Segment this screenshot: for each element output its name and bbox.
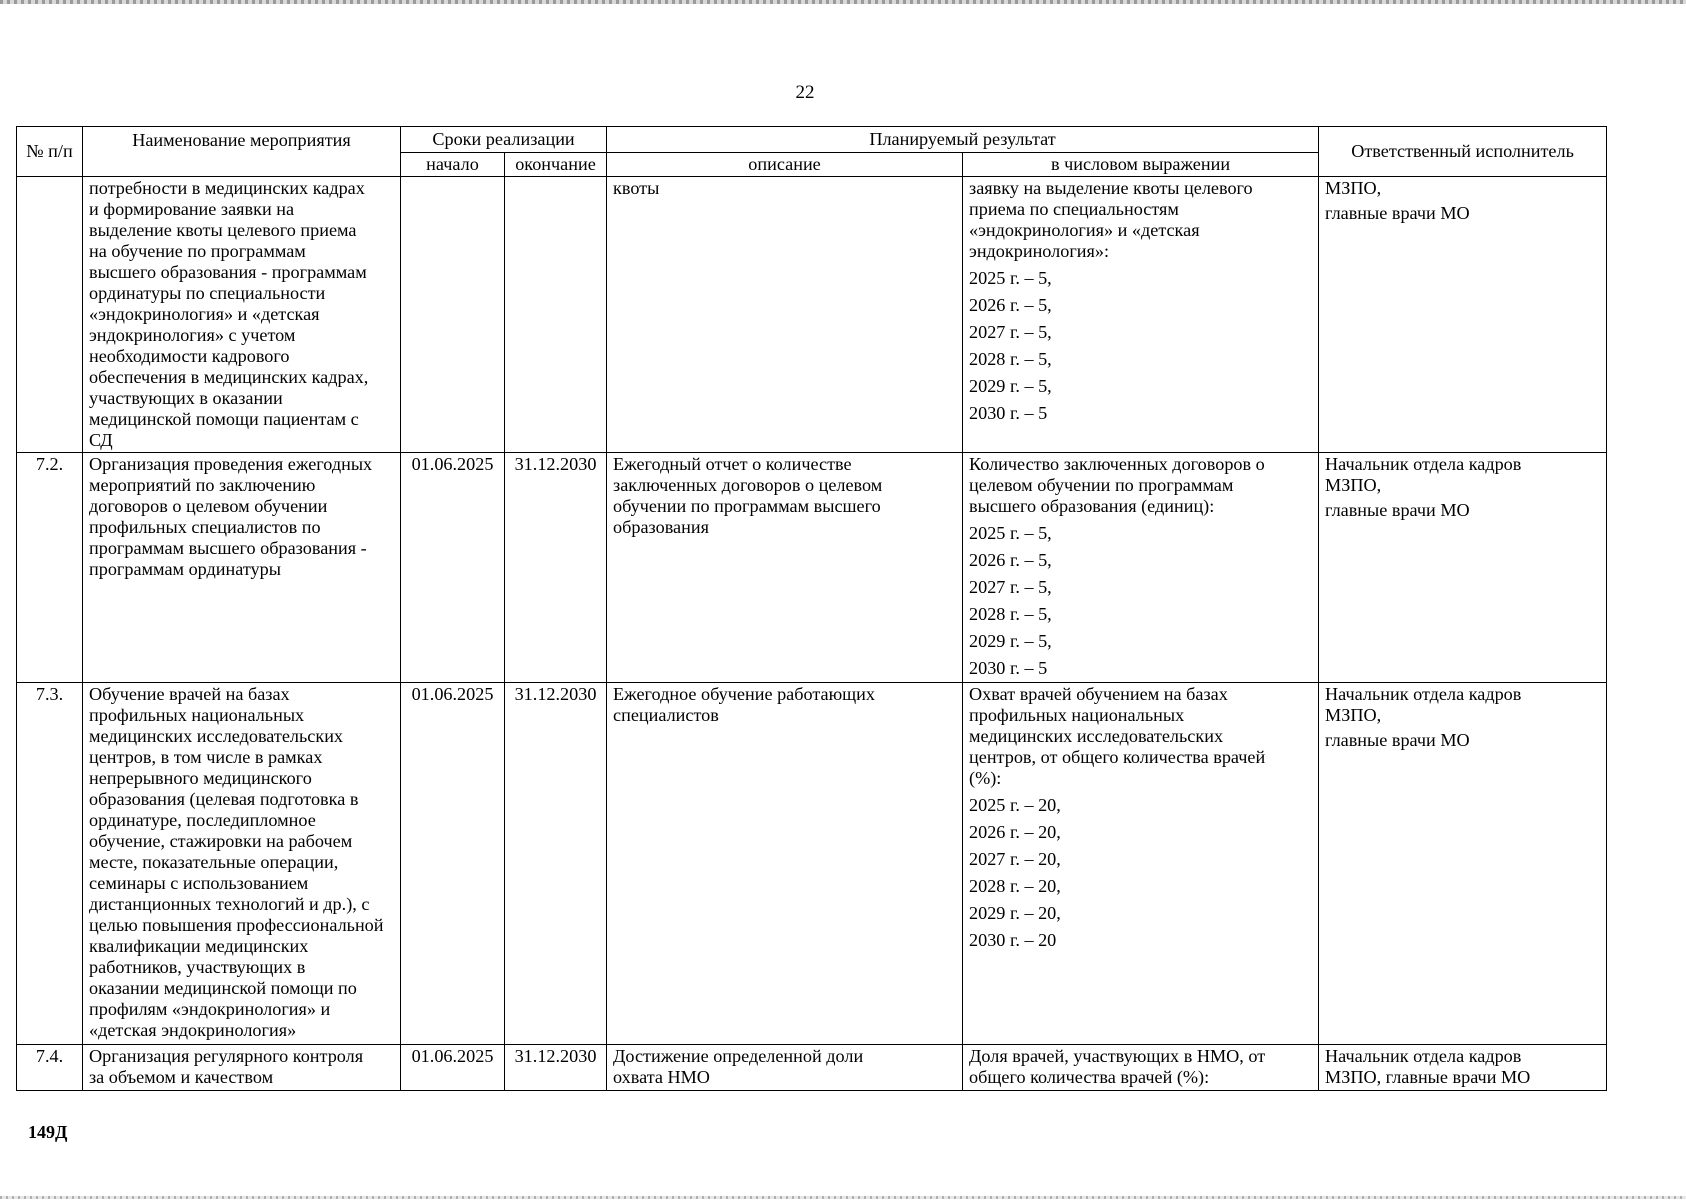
header-executor: Ответственный исполнитель bbox=[1319, 127, 1607, 177]
activity-name-line: ординатуре, последипломное bbox=[89, 810, 316, 830]
result-year-value: 2026 г. – 5, bbox=[969, 295, 1052, 315]
row-number-text: 7.2. bbox=[35, 454, 64, 474]
result-numeric-line: приема по специальностям bbox=[969, 199, 1179, 219]
result-numeric-line: «эндокринология» и «детская bbox=[969, 220, 1200, 240]
result-numeric-line: Количество заключенных договоров о bbox=[969, 454, 1265, 474]
result-description-line: заключенных договоров о целевом bbox=[613, 475, 883, 495]
activity-name-line: необходимости кадрового bbox=[89, 346, 290, 366]
activity-name-line: ординатуры по специальности bbox=[89, 283, 326, 303]
start-date bbox=[401, 177, 505, 453]
result-description-line: специалистов bbox=[613, 705, 719, 725]
result-year-value: 2028 г. – 5, bbox=[969, 604, 1052, 624]
result-year-value: 2027 г. – 20, bbox=[969, 849, 1061, 869]
activity-name-line: эндокринология» с учетом bbox=[89, 325, 296, 345]
result-numeric-line: общего количества врачей (%): bbox=[969, 1067, 1210, 1087]
activity-name-line: обучение, стажировки на рабочем bbox=[89, 831, 353, 851]
start-date bbox=[401, 683, 505, 1045]
result-year-value: 2028 г. – 5, bbox=[969, 349, 1052, 369]
activity-name-line: дистанционных технологий и др.), с bbox=[89, 894, 370, 914]
result-numeric-line: центров, от общего количества врачей bbox=[969, 747, 1266, 767]
start-date bbox=[401, 453, 505, 683]
activity-name-line: Организация проведения ежегодных bbox=[89, 454, 373, 474]
activity-name-line: образования (целевая подготовка в bbox=[89, 789, 359, 809]
activity-name-line: договоров о целевом обучении bbox=[89, 496, 328, 516]
executor-line: МЗПО, bbox=[1325, 475, 1382, 495]
result-numeric-line: эндокринология»: bbox=[969, 241, 1110, 261]
result-numeric-line: заявку на выделение квоты целевого bbox=[969, 178, 1253, 198]
activity-name bbox=[83, 453, 401, 683]
result-numeric-line: медицинских исследовательских bbox=[969, 726, 1224, 746]
end-date bbox=[505, 683, 607, 1045]
result-year-value: 2028 г. – 20, bbox=[969, 876, 1061, 896]
activity-name-line: мероприятий по заключению bbox=[89, 475, 316, 495]
activity-name bbox=[83, 683, 401, 1045]
result-year-value: 2029 г. – 20, bbox=[969, 903, 1061, 923]
result-description-line: квоты bbox=[613, 178, 660, 198]
executor bbox=[1319, 1045, 1607, 1091]
row-number bbox=[17, 453, 83, 683]
result-description bbox=[607, 1045, 963, 1091]
start-date-text: 01.06.2025 bbox=[411, 684, 494, 704]
activity-name-line: программам высшего образования - bbox=[89, 538, 367, 558]
activity-name-line: медицинской помощи пациентам с bbox=[89, 409, 359, 429]
result-year-value: 2030 г. – 5 bbox=[969, 658, 1048, 678]
table-row bbox=[17, 177, 1607, 453]
result-year-value: 2025 г. – 5, bbox=[969, 268, 1052, 288]
table-row bbox=[17, 683, 1607, 1045]
result-year-value: 2030 г. – 5 bbox=[969, 403, 1048, 423]
activity-name-line: непрерывного медицинского bbox=[89, 768, 312, 788]
activity-name-line: целью повышения профессиональной bbox=[89, 915, 384, 935]
activity-name-line: за объемом и качеством bbox=[89, 1067, 274, 1087]
executor bbox=[1319, 683, 1607, 1045]
result-numeric bbox=[963, 177, 1319, 453]
scan-edge-top bbox=[0, 0, 1686, 4]
header-numeric: в числовом выражении bbox=[963, 153, 1319, 177]
page-number: 22 bbox=[795, 82, 815, 103]
result-numeric-line: высшего образования (единиц): bbox=[969, 496, 1215, 516]
end-date bbox=[505, 177, 607, 453]
end-date-text: 31.12.2030 bbox=[514, 684, 597, 704]
result-year-value: 2029 г. – 5, bbox=[969, 376, 1052, 396]
activity-name-line: центров, в том числе в рамках bbox=[89, 747, 323, 767]
activity-name-line: семинары с использованием bbox=[89, 873, 309, 893]
executor bbox=[1319, 177, 1607, 453]
result-year-value: 2026 г. – 20, bbox=[969, 822, 1061, 842]
header-period: Сроки реализации bbox=[401, 127, 607, 153]
result-numeric bbox=[963, 683, 1319, 1045]
activity-name-line: Обучение врачей на базах bbox=[89, 684, 290, 704]
activity-name-line: медицинских исследовательских bbox=[89, 726, 344, 746]
result-numeric-line: профильных национальных bbox=[969, 705, 1185, 725]
executor-line: МЗПО, bbox=[1325, 705, 1382, 725]
executor bbox=[1319, 453, 1607, 683]
end-date bbox=[505, 453, 607, 683]
start-date bbox=[401, 1045, 505, 1091]
row-number bbox=[17, 683, 83, 1045]
row-number bbox=[17, 177, 83, 453]
result-year-value: 2027 г. – 5, bbox=[969, 322, 1052, 342]
header-result: Планируемый результат bbox=[607, 127, 1319, 153]
end-date-text: 31.12.2030 bbox=[514, 454, 597, 474]
table-row bbox=[17, 1045, 1607, 1091]
activity-name-line: месте, показательные операции, bbox=[89, 852, 339, 872]
start-date-text: 01.06.2025 bbox=[411, 1046, 494, 1066]
executor-line: Начальник отдела кадров bbox=[1325, 454, 1522, 474]
result-description-line: Ежегодный отчет о количестве bbox=[613, 454, 852, 474]
result-numeric bbox=[963, 453, 1319, 683]
header-num: № п/п bbox=[17, 127, 83, 177]
activity-name-line: на обучение по программам bbox=[89, 241, 306, 261]
result-description-line: Достижение определенной доли bbox=[613, 1046, 864, 1066]
table-body bbox=[17, 177, 1607, 1091]
activity-name-line: работников, участвующих в bbox=[89, 957, 306, 977]
row-number-text: 7.3. bbox=[35, 684, 64, 704]
result-numeric-line: (%): bbox=[969, 768, 1002, 788]
activity-name bbox=[83, 1045, 401, 1091]
executor-line: Начальник отдела кадров bbox=[1325, 1046, 1522, 1066]
result-description-line: образования bbox=[613, 517, 709, 537]
row-number-text: 7.4. bbox=[35, 1046, 64, 1066]
result-description bbox=[607, 453, 963, 683]
end-date bbox=[505, 1045, 607, 1091]
result-year-value: 2029 г. – 5, bbox=[969, 631, 1052, 651]
activity-name-line: Организация регулярного контроля bbox=[89, 1046, 364, 1066]
activity-name-line: «детская эндокринология» bbox=[89, 1020, 297, 1040]
activity-name bbox=[83, 177, 401, 453]
executor-line: главные врачи МО bbox=[1325, 500, 1470, 520]
activity-name-line: программам ординатуры bbox=[89, 559, 281, 579]
activity-name-line: профилям «эндокринология» и bbox=[89, 999, 331, 1019]
activity-name-line: потребности в медицинских кадрах bbox=[89, 178, 365, 198]
scan-edge-bottom bbox=[0, 1196, 1686, 1199]
result-description-line: обучении по программам высшего bbox=[613, 496, 881, 516]
activity-name-line: участвующих в оказании bbox=[89, 388, 283, 408]
result-year-value: 2025 г. – 20, bbox=[969, 795, 1061, 815]
result-year-value: 2030 г. – 20 bbox=[969, 930, 1057, 950]
header-end: окончание bbox=[505, 153, 607, 177]
footer-code: 149Д bbox=[28, 1122, 68, 1142]
result-numeric bbox=[963, 1045, 1319, 1091]
activity-name-line: и формирование заявки на bbox=[89, 199, 295, 219]
executor-line: МЗПО, bbox=[1325, 178, 1382, 198]
activity-name-line: профильных национальных bbox=[89, 705, 305, 725]
table-row bbox=[17, 453, 1607, 683]
plan-table bbox=[16, 126, 1607, 1091]
activity-name-line: «эндокринология» и «детская bbox=[89, 304, 320, 324]
activity-name-line: выделение квоты целевого приема bbox=[89, 220, 357, 240]
header-description: описание bbox=[607, 153, 963, 177]
end-date-text: 31.12.2030 bbox=[514, 1046, 597, 1066]
result-numeric-line: Охват врачей обучением на базах bbox=[969, 684, 1228, 704]
result-description-line: Ежегодное обучение работающих bbox=[613, 684, 876, 704]
result-description bbox=[607, 177, 963, 453]
executor-line: главные врачи МО bbox=[1325, 730, 1470, 750]
executor-line: главные врачи МО bbox=[1325, 203, 1470, 223]
result-year-value: 2027 г. – 5, bbox=[969, 577, 1052, 597]
result-numeric-line: целевом обучении по программам bbox=[969, 475, 1234, 495]
header-start: начало bbox=[401, 153, 505, 177]
result-description bbox=[607, 683, 963, 1045]
result-year-value: 2026 г. – 5, bbox=[969, 550, 1052, 570]
start-date-text: 01.06.2025 bbox=[411, 454, 494, 474]
activity-name-line: СД bbox=[89, 430, 113, 450]
header-name: Наименование мероприятия bbox=[83, 127, 401, 177]
executor-line: Начальник отдела кадров bbox=[1325, 684, 1522, 704]
activity-name-line: обеспечения в медицинских кадрах, bbox=[89, 367, 369, 387]
activity-name-line: профильных специалистов по bbox=[89, 517, 321, 537]
result-description-line: охвата НМО bbox=[613, 1067, 710, 1087]
activity-name-line: оказании медицинской помощи по bbox=[89, 978, 357, 998]
result-year-value: 2025 г. – 5, bbox=[969, 523, 1052, 543]
row-number bbox=[17, 1045, 83, 1091]
executor-line: МЗПО, главные врачи МО bbox=[1325, 1067, 1531, 1087]
activity-name-line: квалификации медицинских bbox=[89, 936, 309, 956]
activity-name-line: высшего образования - программам bbox=[89, 262, 367, 282]
result-numeric-line: Доля врачей, участвующих в НМО, от bbox=[969, 1046, 1266, 1066]
